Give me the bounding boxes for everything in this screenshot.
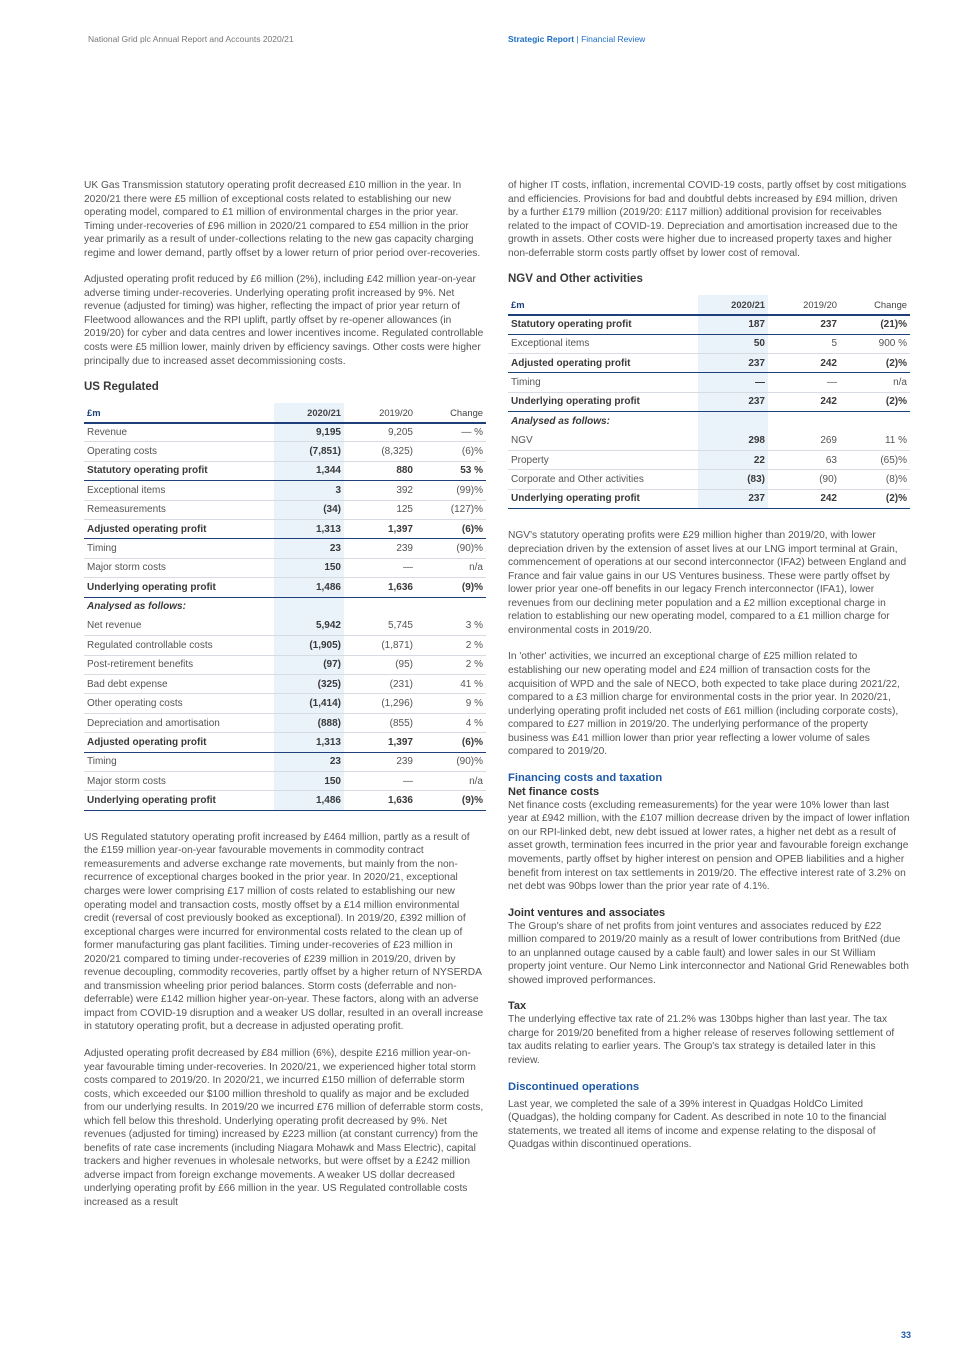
value-prior-year: 1,636: [344, 791, 416, 810]
row-label: Other operating costs: [84, 694, 274, 713]
row-label: Post-retirement benefits: [84, 655, 274, 674]
value-prior-year: 242: [768, 353, 840, 372]
value-change: (21)%: [840, 315, 910, 334]
table-row: [84, 655, 486, 674]
table-row: [84, 519, 486, 538]
header-current-year: 2020/21: [274, 403, 344, 422]
value-current-year: (1,905): [274, 636, 344, 655]
table-row: [508, 373, 910, 392]
value-change: (127)%: [416, 500, 486, 519]
value-current-year: 298: [698, 431, 768, 450]
table-row: [84, 578, 486, 597]
page-number: 33: [900, 1330, 911, 1340]
value-current-year: (1,414): [274, 694, 344, 713]
value-change: [416, 597, 486, 616]
value-current-year: 1,486: [274, 578, 344, 597]
value-current-year: [274, 597, 344, 616]
value-change: (6)%: [416, 442, 486, 461]
value-current-year: 237: [698, 489, 768, 508]
table-row: [84, 675, 486, 694]
value-current-year: 9,195: [274, 423, 344, 442]
value-change: (90)%: [416, 539, 486, 558]
table-row: [84, 733, 486, 752]
table-row: [84, 539, 486, 558]
table-row: [508, 450, 910, 469]
value-prior-year: [768, 412, 840, 431]
ngv-heading: NGV and Other activities: [508, 273, 643, 286]
value-current-year: 1,344: [274, 461, 344, 480]
table-row: [508, 392, 910, 411]
table-row: [84, 423, 486, 442]
uk-gas-paragraph-1: UK Gas Transmission statutory operating profit decreased £10 million in the year. In 2020/21 there were £5 million of exceptional costs related to establishing our new operating model, compared to £1 million of environmental charges in the prior year. Timing under-recoveries of £96 million in 2020/21 compared to £54 million in the prior year primarily as a result of under-collections relating to the new gas capacity charging regime and lower demand, partly offset by a lower return of prior period over-recoveries.: [84, 180, 481, 259]
table-row: [84, 752, 486, 771]
value-prior-year: (855): [344, 713, 416, 732]
table-row: [508, 315, 910, 334]
us-regulated-heading: US Regulated: [84, 381, 159, 394]
value-change: 41 %: [416, 675, 486, 694]
value-current-year: 5,942: [274, 616, 344, 635]
joint-ventures-paragraph: The Group's share of net profits from joint ventures and associates reduced by £22 million compared to 2019/20 mainly as a result of lower contributions from BritNed (due to an unplanned outage caused by a cable fault) and lower sales in our St William property joint venture. Our Nemo Link interconnector and National Grid Renewables both showed improved performances.: [508, 920, 909, 986]
report-title: National Grid plc Annual Report and Accounts 2020/21: [88, 34, 294, 44]
value-prior-year: 1,636: [344, 578, 416, 597]
value-prior-year: 9,205: [344, 423, 416, 442]
table-row: [508, 334, 910, 353]
value-prior-year: 1,397: [344, 733, 416, 752]
table-row: [84, 713, 486, 732]
row-label: Adjusted operating profit: [84, 519, 274, 538]
header-prior-year: 2019/20: [344, 403, 416, 422]
value-prior-year: 5,745: [344, 616, 416, 635]
row-label: Underlying operating profit: [508, 489, 698, 508]
right-column: [508, 179, 910, 1165]
header-change: Change: [840, 295, 910, 314]
row-label: Analysed as follows:: [511, 416, 610, 428]
value-current-year: (97): [274, 655, 344, 674]
tax-heading: Tax: [508, 1000, 527, 1013]
table-row: [84, 442, 486, 461]
value-prior-year: 125: [344, 500, 416, 519]
table-row: [84, 616, 486, 635]
table-row: [84, 636, 486, 655]
value-prior-year: 63: [768, 450, 840, 469]
value-prior-year: (90): [768, 470, 840, 489]
value-current-year: 150: [274, 558, 344, 577]
value-change: 9 %: [416, 694, 486, 713]
value-change: (8)%: [840, 470, 910, 489]
value-current-year: [698, 412, 768, 431]
row-label: Adjusted operating profit: [84, 733, 274, 752]
value-change: (2)%: [840, 392, 910, 411]
value-change: (99)%: [416, 481, 486, 500]
row-label: Underlying operating profit: [84, 578, 274, 597]
value-change: (90)%: [416, 752, 486, 771]
us-regulated-paragraph-1: US Regulated statutory operating profit increased by £464 million, partly as a result of the £159 million year-on-year favourable movements in commodity contract remeasurements and adverse exchange rate movements, but mainly from the non-recurrence of exceptional charges booked in the prior year. In 2020/21, exceptional charges were lower comprising £17 million of costs related to establishing our new operating model and transaction costs, mostly offset by a £14 million environmental credit (reversal of cost previously booked as exceptional). In 2019/20, £392 million of exceptional charges were incurred for environmental costs related to the clean up of former manufacturing gas plant facilities. Timing under-recoveries of £23 million in 2020/21 compared to timing under-recoveries of £239 million in 2019/20, driven by revenue decoupling, commodity recoveries, partly offset by a higher return of NYSERDA and transmission wheeling prior period balances. Storm costs (deferrable and non-deferrable) were £142 million higher year-on-year. These factors, along with an adverse impact from COVID-19 disruption and a weaker US dollar, resulted in an overall increase in statutory operating profit, but a decrease in adjusted operating profit.: [84, 831, 484, 1033]
row-label: NGV: [508, 431, 698, 450]
row-label: Revenue: [84, 423, 274, 442]
value-current-year: 23: [274, 752, 344, 771]
value-prior-year: (1,871): [344, 636, 416, 655]
row-label: Analysed as follows:: [87, 601, 186, 613]
row-label: Regulated controllable costs: [84, 636, 274, 655]
value-change: 2 %: [416, 655, 486, 674]
joint-ventures-heading: Joint ventures and associates: [508, 906, 666, 919]
value-change: — %: [416, 423, 486, 442]
row-label: Net revenue: [84, 616, 274, 635]
row-label: Operating costs: [84, 442, 274, 461]
subsection-name: Financial Review: [581, 34, 646, 44]
value-prior-year: (8,325): [344, 442, 416, 461]
row-label: Timing: [508, 373, 698, 392]
row-label: Corporate and Other activities: [508, 470, 698, 489]
value-current-year: 1,486: [274, 791, 344, 810]
value-prior-year: 1,397: [344, 519, 416, 538]
value-change: (2)%: [840, 489, 910, 508]
row-label: Bad debt expense: [84, 675, 274, 694]
row-label: Major storm costs: [84, 772, 274, 791]
us-regulated-paragraph-continued: of higher IT costs, inflation, incremental COVID-19 costs, partly offset by cost mitigations and efficiencies. Provisions for bad and doubtful debts increased by £94 million, driven by a further £179 million (2019/20: £117 million) additional provision for receivables related to the impact of COVID-19. Depreciation and amortisation increased due to the growth in assets. Other costs were higher due to increased property taxes and higher non-deferrable storm costs partly offset by lower cost of removal.: [508, 180, 907, 259]
table-row: [508, 431, 910, 450]
header-change: Change: [416, 403, 486, 422]
value-prior-year: 239: [344, 752, 416, 771]
value-change: (6)%: [416, 519, 486, 538]
value-prior-year: 242: [768, 392, 840, 411]
row-label: Statutory operating profit: [84, 461, 274, 480]
table-row: [84, 500, 486, 519]
value-current-year: (83): [698, 470, 768, 489]
value-current-year: (34): [274, 500, 344, 519]
value-change: [840, 412, 910, 431]
value-prior-year: 269: [768, 431, 840, 450]
value-prior-year: 5: [768, 334, 840, 353]
table-header-row: [508, 295, 910, 314]
row-label: Timing: [84, 539, 274, 558]
table-row: [84, 772, 486, 791]
row-label: Property: [508, 450, 698, 469]
value-change: (9)%: [416, 578, 486, 597]
value-prior-year: 237: [768, 315, 840, 334]
value-change: 900 %: [840, 334, 910, 353]
value-prior-year: —: [344, 772, 416, 791]
value-prior-year: (1,296): [344, 694, 416, 713]
table-row: [84, 791, 486, 810]
section-name: Strategic Report: [508, 34, 575, 44]
discontinued-heading: Discontinued operations: [508, 1080, 640, 1093]
value-prior-year: (231): [344, 675, 416, 694]
row-label: Underlying operating profit: [84, 791, 274, 810]
table-row: [508, 470, 910, 489]
value-current-year: 3: [274, 481, 344, 500]
row-label: Timing: [84, 752, 274, 771]
header-prior-year: 2019/20: [768, 295, 840, 314]
value-current-year: (325): [274, 675, 344, 694]
breadcrumb-separator: |: [574, 34, 582, 44]
table-row: [84, 558, 486, 577]
discontinued-paragraph: Last year, we completed the sale of a 39% interest in Quadgas HoldCo Limited (Quadgas), the holding company for Cadent. As described in note 10 to the financial statements, we treated all items of income and expense relating to the disposal of Quadgas within discontinued operations.: [508, 1098, 887, 1151]
value-current-year: 1,313: [274, 733, 344, 752]
value-current-year: 237: [698, 392, 768, 411]
header-unit: £m: [84, 403, 274, 422]
value-current-year: 22: [698, 450, 768, 469]
table-row: [508, 489, 910, 508]
value-prior-year: 242: [768, 489, 840, 508]
section-breadcrumb: [508, 34, 645, 44]
value-change: (9)%: [416, 791, 486, 810]
ngv-table: [508, 295, 910, 509]
value-change: (65)%: [840, 450, 910, 469]
value-change: (2)%: [840, 353, 910, 372]
header-current-year: 2020/21: [698, 295, 768, 314]
value-current-year: 1,313: [274, 519, 344, 538]
row-label: Remeasurements: [84, 500, 274, 519]
value-change: n/a: [416, 772, 486, 791]
table-header-row: [84, 403, 486, 422]
value-prior-year: 239: [344, 539, 416, 558]
value-change: 11 %: [840, 431, 910, 450]
value-prior-year: —: [344, 558, 416, 577]
row-label: Statutory operating profit: [508, 315, 698, 334]
left-column: [84, 179, 486, 1223]
ngv-paragraph-2: In 'other' activities, we incurred an exceptional charge of £25 million related to establishing our new operating model and £24 million of transaction costs for the acquisition of WPD and the sale of NECO, both expected to take place during 2021/22, compared to a £3 million charge for environmental costs in the prior year. In 2020/21, underlying operating profit included net costs of £61 million (including corporate costs), compared to £27 million in 2019/20. The underlying performance of the property business was £41 million lower than prior year reflecting a lower volume of sales compared to 2019/20.: [508, 651, 900, 758]
row-label: Depreciation and amortisation: [84, 713, 274, 732]
value-change: 4 %: [416, 713, 486, 732]
us-regulated-paragraph-2: Adjusted operating profit decreased by £84 million (6%), despite £216 million year-on-year favourable timing under-recoveries. In 2020/21, we experienced higher total storm costs compared to 2019/20. In 2020/21, we incurred £150 million of deferrable storm costs, which exceeded our $100 million threshold to qualify as major and be excluded from our underlying results. In 2019/20 we incurred £76 million of deferrable storm costs, which fell below this threshold. Underlying operating profit decreased by 9%. Net revenues (adjusted for timing) increased by £223 million (at constant currency) from the benefits of rate case increments (including Niagara Mohawk and Mass Electric), capital trackers and higher revenues in wholesale networks, but were offset by a £242 million adverse impact from foreign exchange movements. A weaker US dollar decreased underlying operating profit by £66 million in the year. US Regulated controllable costs increased as a result: [84, 1048, 484, 1209]
value-current-year: 187: [698, 315, 768, 334]
row-label: Exceptional items: [84, 481, 274, 500]
table-row: [84, 597, 486, 616]
value-current-year: —: [698, 373, 768, 392]
table-row: [508, 353, 910, 372]
row-label: Adjusted operating profit: [508, 353, 698, 372]
us-regulated-table: [84, 403, 486, 811]
financing-heading: Financing costs and taxation: [508, 771, 663, 784]
value-current-year: 237: [698, 353, 768, 372]
net-finance-paragraph: Net finance costs (excluding remeasurements) for the year were 10% lower than last year at £942 million, with the £107 million decrease driven by the impact of lower inflation on our RPI-linked debt, new debt issued at lower rates, a higher net debt as a result of asset growth, termination fees incurred in the prior year and favourable foreign exchange movements, partly offset by higher interest on pension and OPEB liabilities and a higher benefit from interest on tax settlements in 2019/20. The effective interest rate of 3.2% on net debt was 90bps lower than the prior year rate of 4.1%.: [508, 799, 910, 893]
value-change: n/a: [840, 373, 910, 392]
value-change: n/a: [416, 558, 486, 577]
value-current-year: 23: [274, 539, 344, 558]
table-row: [84, 481, 486, 500]
value-prior-year: —: [768, 373, 840, 392]
row-label: Underlying operating profit: [508, 392, 698, 411]
value-change: 53 %: [416, 461, 486, 480]
value-current-year: 50: [698, 334, 768, 353]
value-change: 3 %: [416, 616, 486, 635]
row-label: Major storm costs: [84, 558, 274, 577]
tax-paragraph: The underlying effective tax rate of 21.2% was 130bps higher than last year. The tax charge for 2019/20 benefited from a higher release of reserves following settlement of tax audits relating to earlier years. The Group's tax strategy is detailed later in this review.: [508, 1014, 895, 1067]
table-row: [84, 461, 486, 480]
value-prior-year: 392: [344, 481, 416, 500]
value-current-year: 150: [274, 772, 344, 791]
value-current-year: (7,851): [274, 442, 344, 461]
uk-gas-paragraph-2: Adjusted operating profit reduced by £6 million (2%), including £42 million year-on-year adverse timing under-recoveries. Underlying operating profit increased by 9%. Net revenue (adjusted for timing) was higher, reflecting the impact of prior year return of Fleetwood allowances and the RPI uplift, partly offset by re-opener allowances (in 2019/20) for cyber and data centres and lower incentives income. Regulated controllable costs were £5 million lower, mainly driven by efficiency savings. Other costs were higher principally due to increased asset decommissioning costs.: [84, 274, 484, 367]
value-prior-year: [344, 597, 416, 616]
table-row: [84, 694, 486, 713]
header-unit: £m: [508, 295, 698, 314]
table-row: [508, 412, 910, 431]
row-label: Exceptional items: [508, 334, 698, 353]
value-change: 2 %: [416, 636, 486, 655]
value-current-year: (888): [274, 713, 344, 732]
value-change: (6)%: [416, 733, 486, 752]
value-prior-year: 880: [344, 461, 416, 480]
ngv-paragraph-1: NGV's statutory operating profits were £29 million higher than 2019/20, with lower depreciation driven by the extension of asset lives at our LNG import terminal at Grain, commencement of operations at our second interconnector (IFA2) between England and France and fair value gains in our US Ventures business. These were partly offset by lower prior year one-off benefits in our legacy French interconnector (IFA1), lower revenues from our declining meter population and a £2 million exceptional charge in relation to establishing our new operating model, compared to a £1 million charge for environmental costs in 2019/20.: [508, 530, 907, 636]
net-finance-heading: Net finance costs: [508, 785, 600, 798]
value-prior-year: (95): [344, 655, 416, 674]
